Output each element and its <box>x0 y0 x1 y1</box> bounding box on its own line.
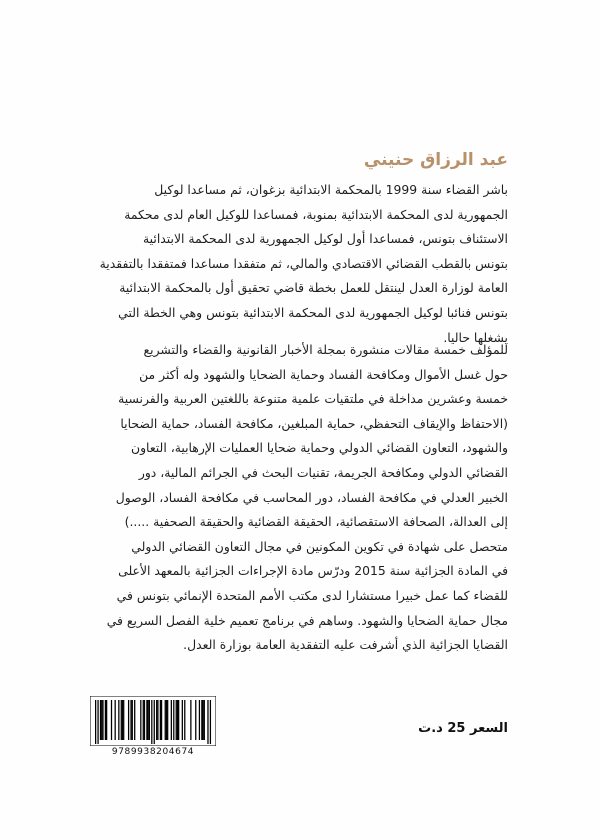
barcode-bar <box>144 700 145 740</box>
text-line: (الاحتفاظ والإيقاف التحفظي، حماية المبلغين، مكافحة الفساد، حماية الضحايا <box>120 415 508 431</box>
bio-paragraph-career <box>78 178 508 350</box>
text-line: في المادة الجزائية سنة 2015 ودرّس مادة الإجراءات الجزائية بالمعهد الأعلى <box>118 563 508 579</box>
barcode-bar <box>122 700 123 740</box>
barcode-bar <box>167 700 168 740</box>
barcode-bar <box>176 700 177 740</box>
text-line: إلى العدالة، الصحافة الاستقصائية، الحقيقة القضائية والحقيقة الصحفية .....) <box>124 514 508 530</box>
isbn-barcode <box>90 696 216 760</box>
barcode-bar <box>123 700 124 740</box>
text-line: يشغلها حاليا. <box>443 329 508 345</box>
barcode-bar <box>201 700 202 740</box>
barcode-bar <box>118 700 119 740</box>
barcode-bar <box>143 700 144 740</box>
text-line: الاستئناف بتونس، فمساعدا أول لوكيل الجمهورية لدى المحكمة الابتدائية <box>143 231 508 247</box>
barcode-bar <box>184 700 185 740</box>
text-line: العامة لوزارة العدل لينتقل للعمل بخطة قاضي تحقيق أول بالمحكمة الابتدائية <box>119 280 508 296</box>
text-line: بتونس بالقطب القضائي الاقتصادي والمالي، ثم متفقدا مساعدا فمتفقدا بالتفقدية <box>99 255 508 271</box>
barcode-bar <box>154 700 155 744</box>
text-line: متحصل على شهادة في تكوين المكونين في مجال التعاون القضائي الدولي <box>131 538 508 554</box>
barcode-bar <box>105 700 106 740</box>
barcode-bar <box>202 700 203 740</box>
text-line: مجال حماية الضحايا والشهود. وساهم في برنامج تعميم خلية الفصل السريع في <box>106 612 508 628</box>
barcode-bar <box>160 700 161 740</box>
text-line: الخبير العدلي في مكافحة الفساد، دور المحاسب في مكافحة الفساد، الوصول <box>115 489 508 505</box>
barcode-bar <box>177 700 178 740</box>
barcode-bar <box>121 700 122 740</box>
barcode-bar <box>100 700 101 740</box>
price-label: السعر 25 د.ت <box>418 721 508 736</box>
barcode-bar <box>207 700 208 744</box>
author-name: عبد الرزاق حنيني <box>363 150 508 170</box>
barcode-bar <box>128 700 129 740</box>
barcode-bar <box>161 700 162 740</box>
barcode-bar <box>171 700 172 740</box>
barcode-bar <box>146 700 147 740</box>
barcode-bar <box>130 700 131 740</box>
barcode-frame <box>90 696 216 746</box>
barcode-bar <box>190 700 191 740</box>
barcode-bar <box>195 700 196 740</box>
barcode-bar <box>102 700 103 740</box>
barcode-bar <box>157 700 158 740</box>
barcode-bar <box>156 700 157 740</box>
barcode-bar <box>95 700 96 744</box>
barcode-bar <box>182 700 183 740</box>
barcode-bar <box>97 700 98 744</box>
barcode-bar <box>149 700 150 740</box>
barcode-bar <box>148 700 149 740</box>
text-line: بتونس فنائبا لوكيل الجمهورية لدى المحكمة الابتدائية بتونس وهي الخطة التي <box>118 304 508 320</box>
text-line: حول غسل الأموال ومكافحة الفساد وحماية الضحايا والشهود وله أكثر من <box>139 366 508 382</box>
text-line: والشهود، التعاون القضائي الدولي وحماية ضحايا العمليات الإرهابية، التعاون <box>130 440 508 456</box>
bio-paragraph-publications <box>78 338 508 658</box>
barcode-bar <box>173 700 174 740</box>
text-line: للمؤلف خمسة مقالات منشورة بمجلة الأخبار القانونية والقضاء والتشريع <box>143 342 508 357</box>
text-line: باشر القضاء سنة 1999 بالمحكمة الابتدائية بزغوان، ثم مساعدا لوكيل <box>154 182 508 197</box>
barcode-bar <box>101 700 102 740</box>
barcode-bar <box>166 700 167 740</box>
barcode-bar <box>140 700 141 740</box>
barcode-bar <box>132 700 133 740</box>
text-line: القضايا الجزائية الذي أشرفت عليه التفقدية العامة بوزارة العدل. <box>183 637 508 653</box>
barcode-bar <box>151 700 152 744</box>
barcode-bars <box>90 696 216 746</box>
text-line: القضائي الدولي ومكافحة الجريمة، تقنيات البحث في الجرائم المالية، دور <box>138 464 508 480</box>
barcode-bar <box>199 700 200 740</box>
isbn-number: 9789938204674 <box>111 747 195 757</box>
barcode-bar <box>106 700 107 740</box>
barcode-bar <box>115 700 116 740</box>
text-line: خمسة وعشرين مداخلة في ملتقيات علمية متنوعة باللغتين العربية والفرنسية <box>118 391 508 407</box>
text-line: الجمهورية لدى المحكمة الابتدائية بمنوبة، فمساعدا للوكيل العام لدى محكمة <box>124 206 508 222</box>
barcode-bar <box>204 700 205 740</box>
barcode-bar <box>134 700 135 740</box>
barcode-bar <box>165 700 166 740</box>
barcode-bar <box>178 700 179 740</box>
barcode-bar <box>111 700 112 740</box>
barcode-bar <box>210 700 211 744</box>
text-line: للقضاء كما عمل خبيرا مستشارا لدى مكتب الأمم المتحدة الإنمائي بتونس في <box>116 587 508 603</box>
